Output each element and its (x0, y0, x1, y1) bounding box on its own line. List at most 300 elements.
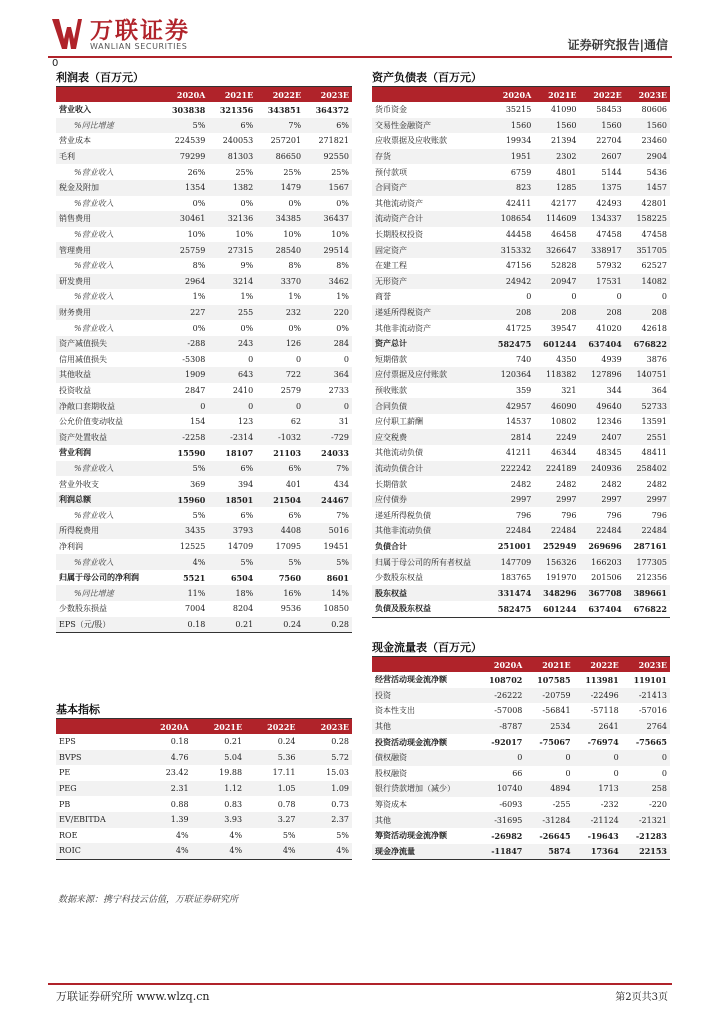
table-cell: 2814 (489, 429, 534, 445)
table-row (56, 367, 352, 383)
table-cell: 5% (304, 554, 352, 570)
table-cell: 14709 (227, 541, 254, 551)
table-cell: 4801 (556, 167, 577, 177)
table-cell: 46090 (534, 398, 579, 414)
table-cell: 4% (299, 843, 352, 859)
company-name-en: WANLIAN SECURITIES (90, 42, 188, 51)
table-cell: 52733 (625, 398, 670, 414)
table-cell: 0% (240, 323, 254, 333)
table-cell: 183765 (500, 573, 532, 583)
table-cell: -220 (649, 800, 667, 810)
table-cell: 177305 (625, 554, 670, 570)
table-cell: 1% (336, 292, 349, 302)
table-row (56, 180, 352, 196)
table-cell: 2997 (534, 492, 579, 508)
table-cell: 34385 (256, 211, 304, 227)
table-row (56, 320, 352, 336)
table-cell: 208 (489, 305, 534, 321)
table-cell: 343851 (267, 104, 302, 115)
table-cell: 2482 (601, 479, 622, 489)
table-cell: 2964 (160, 274, 208, 290)
table-cell: 42801 (641, 198, 667, 208)
table-cell: 23.42 (165, 768, 189, 778)
table-cell: -288 (160, 336, 208, 352)
table-row (56, 258, 352, 274)
table-cell: 10850 (323, 604, 349, 614)
row-label: 所得税费用 (56, 523, 160, 539)
table-cell: 0.21 (224, 737, 243, 747)
row-label: EPS (59, 737, 76, 747)
table-cell: 25% (331, 167, 349, 177)
table-cell: 17095 (275, 541, 302, 551)
table-cell: 1354 (160, 180, 208, 196)
table-cell: 1479 (256, 180, 304, 196)
table-cell: -76974 (587, 737, 619, 748)
table-cell: -8787 (477, 719, 525, 735)
table-row (372, 734, 670, 750)
table-row (56, 274, 352, 290)
row-label: 财务费用 (56, 305, 160, 321)
table-cell: 0% (240, 198, 254, 208)
table-row (372, 289, 670, 305)
table-cell: 722 (256, 367, 304, 383)
table-cell: 0% (336, 198, 349, 208)
table-cell: 331474 (489, 585, 534, 601)
table-cell: 10740 (477, 781, 525, 797)
table-row (56, 539, 352, 555)
table-cell: 41725 (505, 323, 532, 333)
table-row (372, 274, 670, 290)
row-label: 递延所得税资产 (372, 305, 489, 321)
row-label: 无形资产 (372, 274, 489, 290)
company-name-cn: 万联证券 (90, 18, 190, 44)
table-cell: 4350 (556, 354, 577, 364)
table-cell: 637404 (580, 336, 625, 352)
table-cell: 10% (187, 230, 206, 240)
row-label: 筹资活动现金流净额 (375, 830, 447, 841)
row-label: 股权融资 (375, 768, 407, 778)
table-row (56, 149, 352, 165)
row-label: 资产处置收益 (56, 429, 160, 445)
table-cell: 637404 (588, 603, 622, 614)
table-cell: 1382 (208, 180, 256, 196)
table-row (372, 781, 670, 797)
row-label: 公允价值变动收益 (59, 417, 123, 427)
table-cell: 434 (333, 479, 349, 489)
wanlian-logo-icon (52, 17, 82, 51)
table-cell: 81303 (208, 149, 256, 165)
table-cell: 255 (208, 305, 256, 321)
table-cell: 0.18 (160, 617, 208, 633)
table-cell: 1560 (534, 118, 579, 134)
table-cell: 140751 (625, 367, 670, 383)
table-row (56, 781, 352, 797)
column-header-year: 2020A (138, 719, 192, 734)
table-cell: -22496 (574, 688, 622, 704)
table-row (372, 196, 670, 212)
table-cell: 80606 (641, 105, 667, 115)
table-cell: 12525 (179, 541, 206, 551)
table-cell: -21413 (622, 688, 670, 704)
column-header-label (372, 87, 489, 102)
table-cell: 3.93 (192, 812, 245, 828)
footer-left: 万联证券研究所 www.wlzq.cn (56, 990, 210, 1003)
table-cell: 8204 (232, 604, 254, 614)
table-cell: 10% (235, 230, 254, 240)
row-label: 少数股东损益 (59, 604, 107, 614)
table-cell: 5% (160, 118, 208, 134)
row-label: 净敞口套期收益 (56, 398, 160, 414)
row-label: 应收票据及应收账款 (375, 136, 447, 146)
table-cell: 2641 (574, 719, 622, 735)
income-table (56, 87, 352, 632)
table-cell: 364372 (315, 104, 349, 115)
table-cell: 338917 (580, 242, 625, 258)
table-row (372, 398, 670, 414)
table-cell: 1285 (534, 180, 579, 196)
table-cell: 2764 (622, 719, 670, 735)
table-cell: 3435 (160, 523, 208, 539)
table-cell: 0.28 (304, 617, 352, 633)
table-cell: 201506 (591, 573, 622, 583)
row-label: 合同负债 (372, 398, 489, 414)
row-label: 短期借款 (375, 354, 407, 364)
row-label: 应付票据及应付账款 (372, 367, 489, 383)
table-cell: 28540 (256, 242, 304, 258)
table-cell: 8% (288, 261, 302, 271)
table-cell: 796 (516, 510, 532, 520)
row-label: 交易性金融资产 (372, 118, 489, 134)
table-cell: 4% (138, 843, 192, 859)
table-cell: 86650 (256, 149, 304, 165)
table-cell: 2997 (580, 492, 625, 508)
row-label: 利润总额 (56, 492, 160, 508)
table-row (56, 812, 352, 828)
header-divider (48, 56, 672, 58)
table-cell: 3.27 (245, 812, 298, 828)
table-cell: 6% (256, 461, 304, 477)
row-label: 其他 (372, 719, 477, 735)
row-label: 货币资金 (375, 105, 407, 115)
table-cell: 8% (192, 261, 206, 271)
table-cell: 25% (235, 167, 254, 177)
table-cell: 47458 (596, 230, 622, 240)
table-cell: 79299 (160, 149, 208, 165)
table-cell: 6% (288, 510, 302, 520)
table-cell: 2997 (625, 492, 670, 508)
cashflow-header-row (372, 657, 670, 672)
table-cell: 287161 (633, 541, 667, 552)
row-label: 负债及股东权益 (375, 603, 431, 614)
table-cell: 92550 (304, 149, 352, 165)
table-cell: 2482 (556, 479, 577, 489)
table-cell: 17531 (580, 274, 625, 290)
row-label: 资产减值损失 (56, 336, 160, 352)
table-row (372, 461, 670, 477)
table-cell: 5.72 (299, 750, 352, 766)
row-label: EPS（元/股） (56, 617, 160, 633)
table-cell: 12346 (596, 417, 622, 427)
table-cell: 5521 (183, 572, 206, 583)
column-header-year: 2023E (625, 87, 670, 102)
table-cell: 11% (160, 585, 208, 601)
table-cell: 5016 (304, 523, 352, 539)
source-note: 数据来源：携宁科技云估值，万联证券研究所 (58, 895, 239, 905)
table-cell: -11847 (477, 844, 525, 860)
table-row (372, 258, 670, 274)
row-label: 投资收益 (59, 385, 91, 395)
table-cell: 582475 (489, 336, 534, 352)
table-cell: -57008 (494, 706, 523, 716)
table-cell: 21394 (551, 136, 577, 146)
table-cell: 46458 (551, 230, 577, 240)
table-cell: 232 (256, 305, 304, 321)
table-cell: 42618 (641, 323, 667, 333)
table-cell: 394 (237, 479, 254, 489)
cashflow-title: 现金流量表（百万元） (372, 641, 482, 654)
table-cell: 134337 (580, 211, 625, 227)
table-cell: -19643 (587, 830, 619, 841)
table-cell: 25759 (160, 242, 208, 258)
table-row (372, 797, 670, 813)
column-header-label (372, 657, 477, 672)
table-row (56, 554, 352, 570)
table-cell: 62527 (641, 261, 667, 271)
row-label: 债权融资 (372, 750, 477, 766)
table-cell: 220 (304, 305, 352, 321)
column-header-year: 2021E (192, 719, 245, 734)
table-cell: 0 (574, 750, 622, 766)
table-cell: 52828 (551, 261, 577, 271)
column-header-year: 2020A (489, 87, 534, 102)
table-cell: 0% (288, 198, 302, 208)
table-row (372, 336, 670, 352)
table-cell: 823 (489, 180, 534, 196)
table-cell: 5436 (646, 167, 667, 177)
table-row (372, 492, 670, 508)
row-label: 其他流动负债 (375, 448, 423, 458)
cashflow-statement (372, 640, 670, 860)
table-cell: 5.04 (192, 750, 245, 766)
row-label: PEG (56, 781, 138, 797)
table-cell: 284 (304, 336, 352, 352)
table-row (372, 227, 670, 243)
table-cell: 3876 (646, 354, 667, 364)
table-cell: 3214 (208, 274, 256, 290)
row-label: %营业收入 (56, 554, 160, 570)
table-cell: 269696 (588, 541, 622, 552)
table-cell: 15.03 (326, 768, 349, 778)
table-row (56, 196, 352, 212)
row-label: 管理费用 (56, 242, 160, 258)
table-cell: 35215 (505, 105, 532, 115)
column-header-label (56, 719, 138, 734)
row-label: 股东权益 (372, 585, 489, 601)
report-type: 证券研究报告|通信 (567, 38, 668, 52)
table-cell: 1% (192, 292, 206, 302)
row-label: 银行贷款增加（减少） (372, 781, 477, 797)
table-cell: 0.21 (208, 617, 256, 633)
table-cell: 0.88 (170, 799, 189, 809)
table-row (372, 523, 670, 539)
cashflow-table (372, 657, 670, 859)
row-label: 投资 (372, 688, 477, 704)
table-row (372, 242, 670, 258)
table-cell: 351705 (625, 242, 670, 258)
table-row (372, 812, 670, 828)
row-label: 归属于母公司的所有者权益 (372, 554, 489, 570)
row-label: 其他收益 (56, 367, 160, 383)
table-cell: 6% (208, 118, 256, 134)
table-cell: 2482 (646, 479, 667, 489)
table-cell: 4939 (601, 354, 622, 364)
table-cell: -5308 (182, 354, 206, 364)
indicators-table (56, 719, 352, 859)
row-label: ROIC (56, 843, 138, 859)
balance-sheet (372, 70, 670, 618)
table-cell: 42411 (505, 198, 532, 208)
table-cell: 0 (208, 398, 256, 414)
table-cell: 2482 (510, 479, 532, 489)
table-cell: 24942 (489, 274, 534, 290)
table-cell: 20947 (534, 274, 579, 290)
table-cell: 224189 (534, 461, 579, 477)
table-cell: 0 (256, 398, 304, 414)
table-cell: 22704 (596, 136, 622, 146)
row-label: 应交税费 (372, 429, 489, 445)
table-cell: 796 (606, 510, 622, 520)
table-cell: 47458 (641, 230, 667, 240)
table-cell: 19.88 (219, 768, 243, 778)
table-row (372, 601, 670, 617)
basic-indicators (56, 702, 352, 860)
column-header-year: 2021E (525, 657, 573, 672)
table-cell: 369 (190, 479, 206, 489)
table-cell: 2410 (232, 385, 254, 395)
table-row (372, 507, 670, 523)
table-cell: 359 (516, 385, 532, 395)
income-title: 利润表（百万元） (56, 71, 144, 84)
column-header-year: 2022E (580, 87, 625, 102)
row-label: 其他非流动资产 (375, 323, 431, 333)
table-cell: 15960 (160, 492, 208, 508)
table-cell: 58453 (596, 105, 622, 115)
row-label: 经营活动现金流净额 (375, 674, 447, 685)
table-cell: 6% (208, 461, 256, 477)
table-row (372, 672, 670, 688)
row-label: 合同资产 (372, 180, 489, 196)
table-cell: 0.24 (256, 617, 304, 633)
table-cell: 208 (534, 305, 579, 321)
table-cell: 224539 (174, 136, 206, 146)
table-cell: 21504 (256, 492, 304, 508)
table-row (372, 118, 670, 134)
table-cell: 22484 (625, 523, 670, 539)
table-row (56, 828, 352, 844)
table-cell: 17.11 (272, 768, 296, 778)
row-label: 商誉 (375, 292, 391, 302)
table-cell: 44458 (505, 230, 532, 240)
table-cell: 3370 (256, 274, 304, 290)
table-cell: 26% (187, 167, 206, 177)
table-cell: 127896 (580, 367, 625, 383)
table-cell: 344 (606, 385, 622, 395)
table-row (56, 523, 352, 539)
balance-table (372, 87, 670, 617)
table-cell: 1713 (574, 781, 622, 797)
table-row (372, 352, 670, 368)
table-cell: 22153 (622, 844, 670, 860)
table-cell: 321356 (219, 104, 254, 115)
table-cell: 0 (477, 750, 525, 766)
table-row (372, 414, 670, 430)
row-label: 长期股权投资 (375, 230, 423, 240)
table-row (56, 461, 352, 477)
table-cell: 0.73 (331, 799, 349, 809)
table-cell: 258402 (625, 461, 670, 477)
table-cell: 123 (237, 417, 254, 427)
table-cell: 0 (343, 354, 349, 364)
column-header-year: 2022E (574, 657, 622, 672)
table-cell: 7% (304, 461, 352, 477)
table-row (56, 476, 352, 492)
table-cell: 166203 (580, 554, 625, 570)
row-label: 预收账款 (375, 385, 407, 395)
table-cell: 1% (240, 292, 254, 302)
table-cell: 796 (561, 510, 577, 520)
row-label: %营业收入 (74, 167, 114, 177)
table-cell: 42177 (551, 198, 577, 208)
row-label: 固定资产 (372, 242, 489, 258)
row-label: %营业收入 (74, 292, 114, 302)
table-cell: 57932 (596, 261, 622, 271)
table-cell: 16% (256, 585, 304, 601)
table-cell: 643 (208, 367, 256, 383)
table-cell: 0% (192, 323, 206, 333)
column-header-year: 2021E (534, 87, 579, 102)
table-row (56, 242, 352, 258)
table-cell: 2904 (625, 149, 670, 165)
row-label: 其他 (372, 812, 477, 828)
row-label: %营业收入 (74, 230, 114, 240)
page-header (0, 0, 724, 62)
table-cell: 367708 (580, 585, 625, 601)
table-row (372, 688, 670, 704)
table-cell: 2.31 (138, 781, 192, 797)
table-cell: -21321 (622, 812, 670, 828)
table-cell: 10% (283, 230, 302, 240)
table-cell: 13591 (641, 417, 667, 427)
table-cell: -6093 (499, 800, 523, 810)
row-label: 流动资产合计 (372, 211, 489, 227)
table-cell: 23460 (641, 136, 667, 146)
table-cell: 2997 (489, 492, 534, 508)
table-cell: 252949 (543, 541, 577, 552)
table-cell: 29514 (304, 242, 352, 258)
table-cell: 1560 (489, 118, 534, 134)
table-cell: 7004 (185, 604, 206, 614)
table-cell: -57118 (590, 706, 619, 716)
table-cell: 0.78 (277, 799, 296, 809)
table-cell: 4408 (256, 523, 304, 539)
table-cell: 21103 (273, 447, 302, 458)
column-header-year: 2021E (208, 87, 256, 102)
table-cell: 5% (208, 554, 256, 570)
table-cell: 6% (304, 118, 352, 134)
table-row (56, 734, 352, 750)
table-cell: 120364 (489, 367, 534, 383)
table-cell: 7% (256, 118, 304, 134)
